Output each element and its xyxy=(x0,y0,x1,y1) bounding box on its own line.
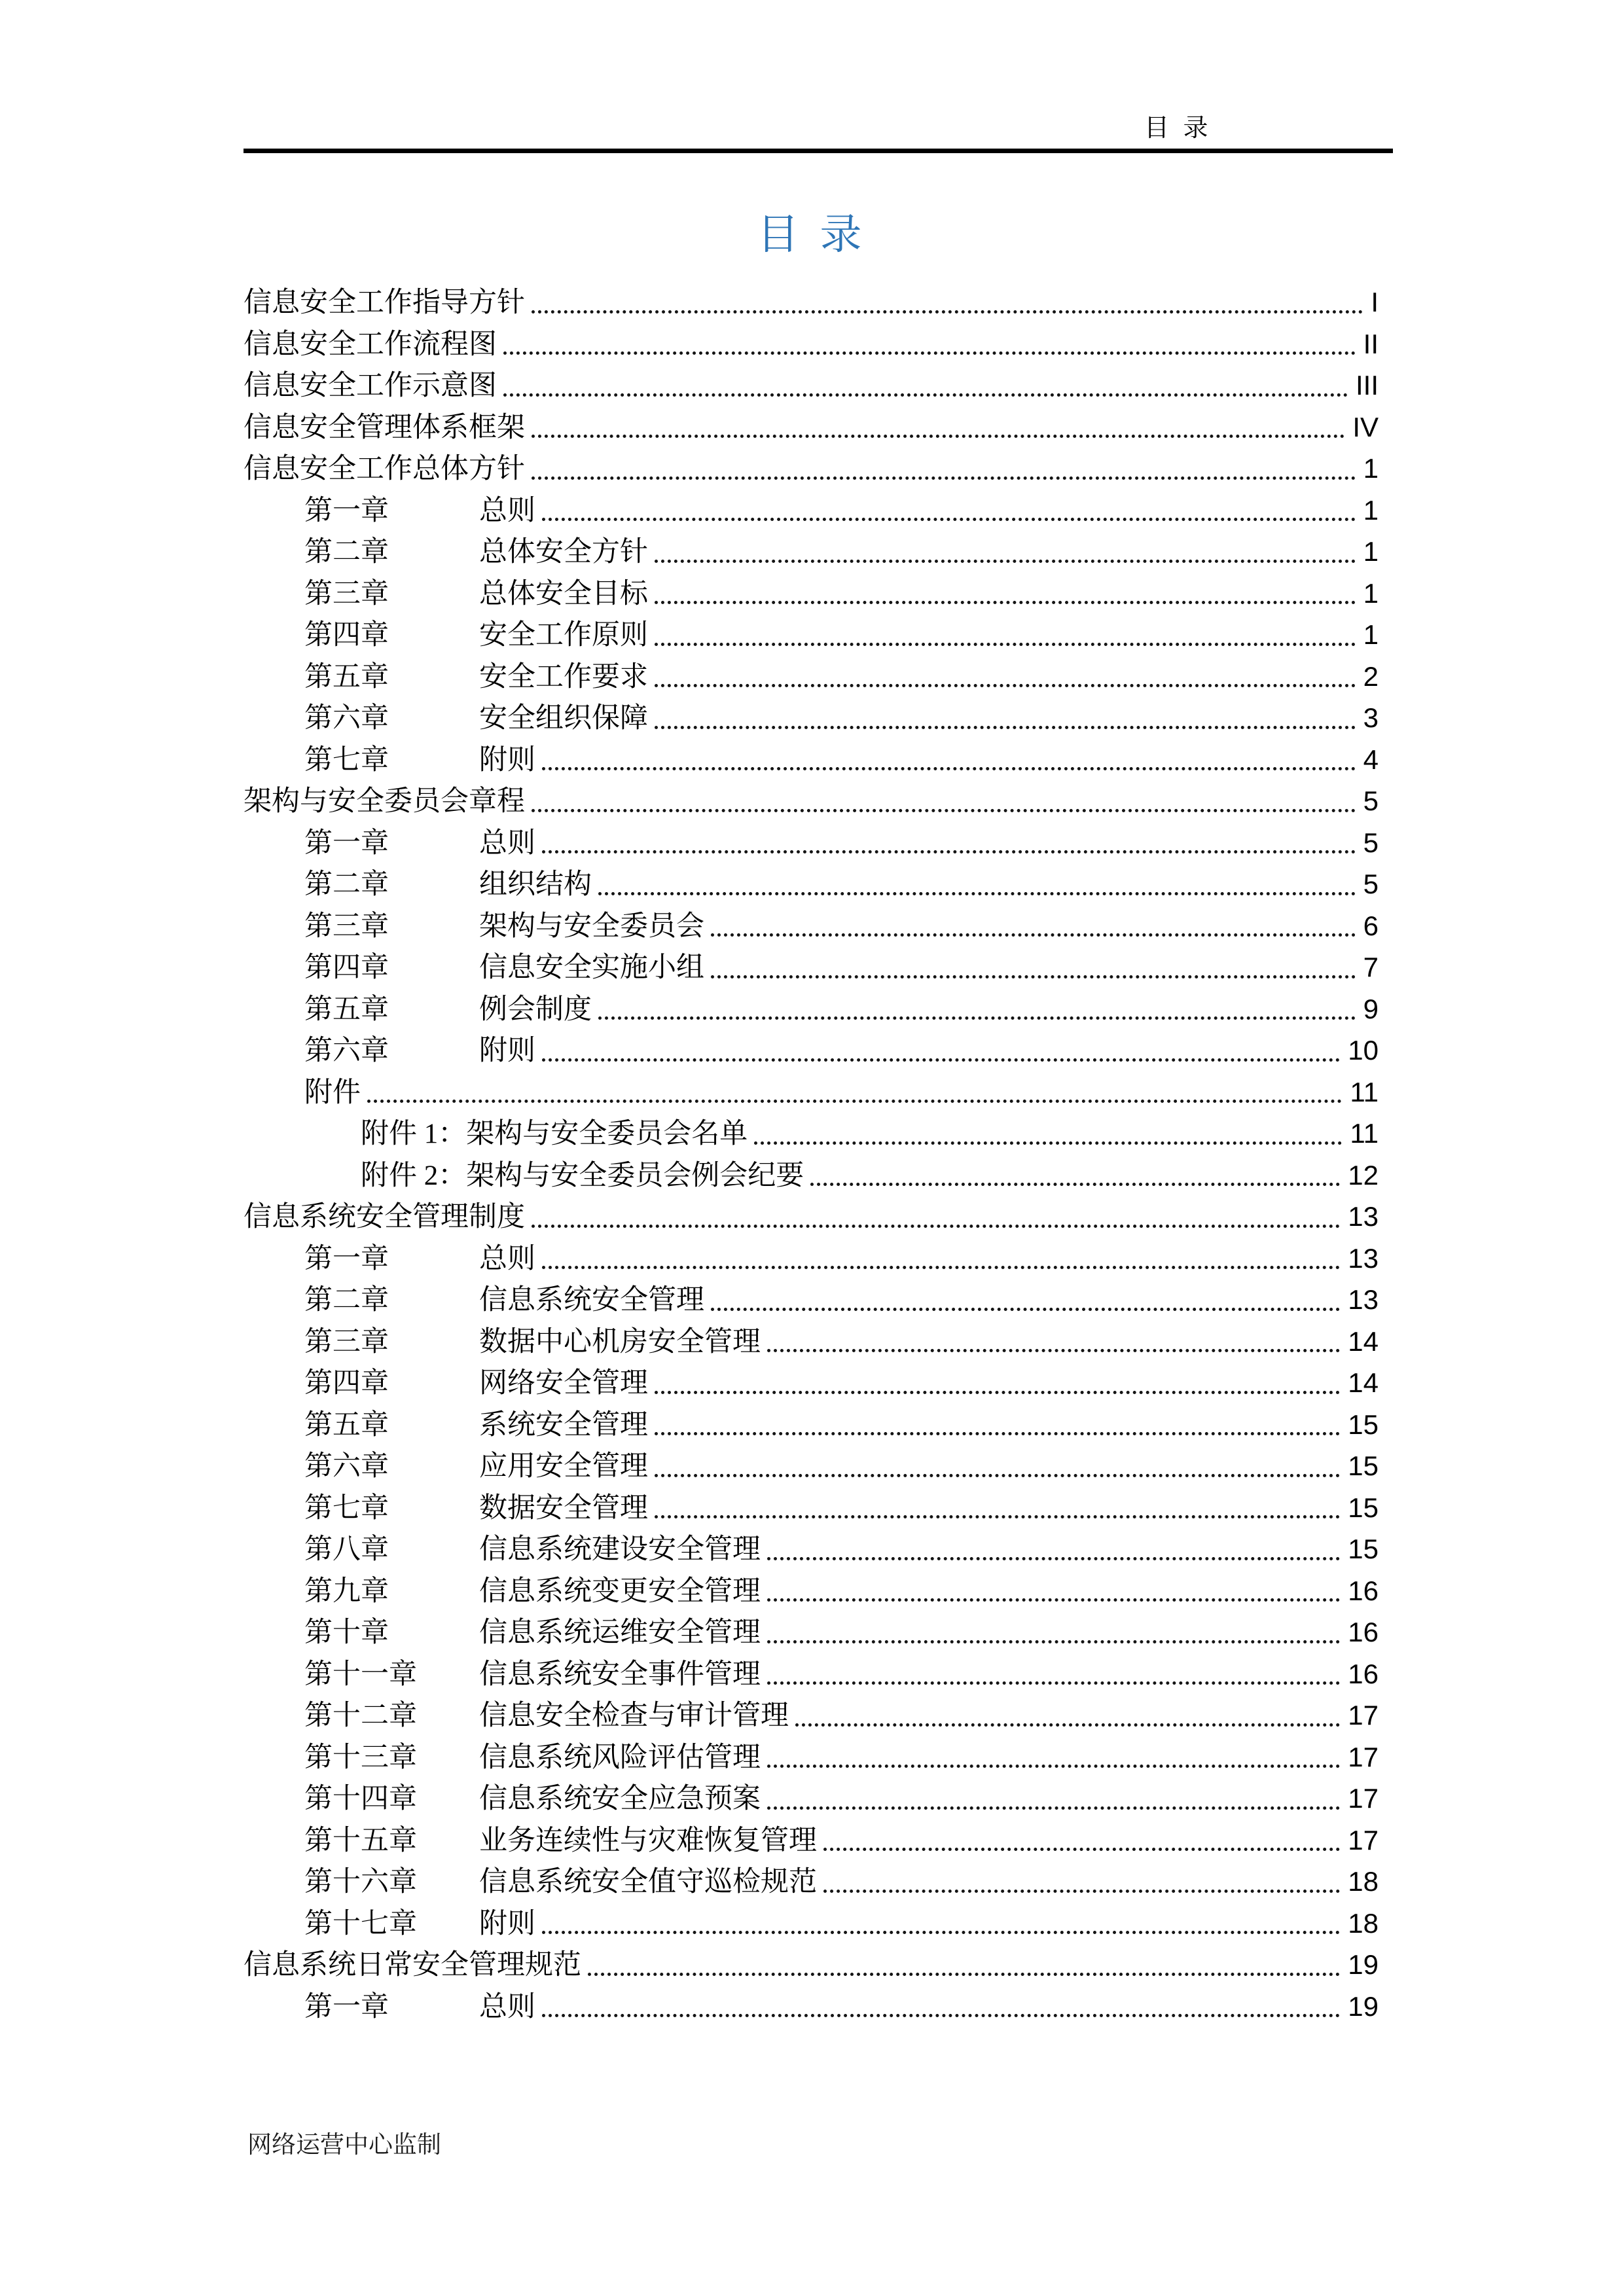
toc-entry-title: 数据中心机房安全管理 xyxy=(479,1326,761,1357)
toc-entry-chapter-label: 第三章 xyxy=(304,910,389,942)
toc-entry-chapter-label: 第八章 xyxy=(304,1534,389,1565)
toc-entry-page-number: 15 xyxy=(1348,1408,1379,1440)
toc-entry[interactable] xyxy=(244,323,1379,365)
toc-entry-chapter-label: 第七章 xyxy=(304,744,389,776)
toc-entry-title: 信息系统安全事件管理 xyxy=(479,1659,761,1690)
toc-entry[interactable] xyxy=(244,1113,1379,1155)
toc-entry[interactable] xyxy=(244,1196,1379,1238)
toc-entry-page-number: 1 xyxy=(1363,619,1379,650)
toc-entry[interactable] xyxy=(244,1611,1379,1653)
toc-entry-title: 附件 xyxy=(304,1077,361,1108)
toc-entry[interactable] xyxy=(244,1944,1379,1986)
dot-leader xyxy=(598,892,1356,895)
dot-leader xyxy=(655,684,1356,687)
dot-leader xyxy=(503,393,1348,397)
dot-leader xyxy=(588,1973,1340,1976)
toc-entry[interactable] xyxy=(244,1778,1379,1820)
toc-entry-title: 数据安全管理 xyxy=(479,1492,648,1524)
toc-entry-chapter-label: 第十七章 xyxy=(304,1908,417,1939)
toc-entry-chapter-label: 第十二章 xyxy=(304,1700,417,1731)
dot-leader xyxy=(542,767,1356,770)
toc-entry[interactable] xyxy=(244,1820,1379,1861)
dot-leader xyxy=(542,1931,1340,1934)
dot-leader xyxy=(655,1474,1340,1477)
toc-entry-title: 信息安全检查与审计管理 xyxy=(479,1700,789,1731)
toc-entry[interactable] xyxy=(244,1321,1379,1363)
toc-entry[interactable] xyxy=(244,406,1379,448)
dot-leader xyxy=(542,2014,1340,2017)
toc-list xyxy=(244,281,1379,2027)
toc-entry-title: 信息安全工作指导方针 xyxy=(244,287,525,318)
toc-entry-page-number: 16 xyxy=(1348,1575,1379,1606)
toc-entry-chapter-label: 第一章 xyxy=(304,495,389,526)
toc-entry-title: 业务连续性与灾难恢复管理 xyxy=(479,1825,817,1856)
toc-entry-page-number: 17 xyxy=(1348,1741,1379,1772)
toc-entry-chapter-label: 第六章 xyxy=(304,1035,389,1066)
toc-entry[interactable] xyxy=(244,531,1379,573)
toc-entry[interactable] xyxy=(244,1653,1379,1695)
toc-entry-title: 信息安全工作总体方针 xyxy=(244,454,525,484)
toc-entry[interactable] xyxy=(244,1695,1379,1736)
page-footer-text: 网络运营中心监制 xyxy=(247,2132,441,2159)
toc-entry-chapter-label: 第五章 xyxy=(304,661,389,692)
toc-entry-page-number: 11 xyxy=(1350,1076,1379,1107)
dot-leader xyxy=(655,1515,1340,1518)
toc-entry-page-number: 5 xyxy=(1363,869,1379,899)
dot-leader xyxy=(767,1681,1340,1685)
toc-entry[interactable] xyxy=(244,1528,1379,1570)
toc-entry-page-number: 11 xyxy=(1350,1118,1379,1149)
document-title: 目 录 xyxy=(757,211,867,258)
toc-entry-chapter-label: 第一章 xyxy=(304,827,389,859)
toc-entry-page-number: 4 xyxy=(1363,744,1379,775)
toc-entry-chapter-label: 第十五章 xyxy=(304,1825,417,1856)
toc-entry-page-number: 14 xyxy=(1348,1367,1379,1398)
toc-entry-page-number: 2 xyxy=(1363,660,1379,692)
toc-entry-chapter-label: 第三章 xyxy=(304,1326,389,1357)
toc-entry-page-number: 14 xyxy=(1348,1325,1379,1357)
toc-entry-chapter-label: 第七章 xyxy=(304,1492,389,1524)
toc-entry-page-number: 7 xyxy=(1363,952,1379,982)
toc-entry-page-number: 17 xyxy=(1348,1783,1379,1814)
toc-entry-page-number: 1 xyxy=(1363,494,1379,526)
toc-entry-title: 信息安全实施小组 xyxy=(479,952,704,983)
toc-entry-page-number: III xyxy=(1355,370,1379,401)
toc-entry-title: 附则 xyxy=(479,1035,535,1066)
toc-entry-page-number: II xyxy=(1363,328,1379,359)
dot-leader xyxy=(810,1183,1340,1186)
dot-leader xyxy=(655,560,1356,563)
toc-entry-title: 网络安全管理 xyxy=(479,1368,648,1399)
toc-entry-chapter-label: 第一章 xyxy=(304,1991,389,2022)
toc-entry-title: 信息系统安全值守巡检规范 xyxy=(479,1867,817,1897)
toc-entry-page-number: 12 xyxy=(1348,1159,1379,1191)
dot-leader xyxy=(655,1432,1340,1435)
toc-entry-page-number: 17 xyxy=(1348,1824,1379,1856)
dot-leader xyxy=(711,975,1356,978)
toc-entry-title: 信息安全工作示意图 xyxy=(244,370,497,401)
toc-entry[interactable] xyxy=(244,1903,1379,1945)
toc-entry-title: 信息安全管理体系框架 xyxy=(244,412,525,443)
toc-entry-chapter-label: 第二章 xyxy=(304,537,389,567)
toc-entry-chapter-label: 第四章 xyxy=(304,620,389,651)
header-rule xyxy=(244,149,1393,153)
toc-entry-page-number: I xyxy=(1371,287,1379,317)
toc-entry-page-number: 16 xyxy=(1348,1617,1379,1647)
toc-entry-title: 信息系统安全管理制度 xyxy=(244,1202,525,1232)
toc-entry-title: 总则 xyxy=(479,1243,535,1274)
toc-entry[interactable] xyxy=(244,573,1379,615)
toc-entry-title: 信息系统运维安全管理 xyxy=(479,1617,761,1648)
toc-entry-title: 例会制度 xyxy=(479,994,592,1025)
toc-entry-chapter-label: 第二章 xyxy=(304,1285,389,1316)
toc-entry-page-number: 13 xyxy=(1348,1201,1379,1232)
toc-entry[interactable] xyxy=(244,697,1379,739)
toc-entry-title: 信息系统建设安全管理 xyxy=(479,1534,761,1565)
toc-entry-chapter-label: 第一章 xyxy=(304,1243,389,1274)
toc-entry-page-number: 19 xyxy=(1348,1990,1379,2022)
dot-leader xyxy=(767,1806,1340,1810)
dot-leader xyxy=(542,1058,1340,1062)
toc-entry[interactable] xyxy=(244,1861,1379,1903)
toc-entry[interactable] xyxy=(244,739,1379,781)
toc-entry[interactable] xyxy=(244,780,1379,822)
dot-leader xyxy=(367,1100,1342,1103)
toc-entry-title: 总则 xyxy=(479,1991,535,2022)
toc-entry-chapter-label: 第五章 xyxy=(304,1409,389,1441)
toc-entry-chapter-label: 第十三章 xyxy=(304,1742,417,1773)
dot-leader xyxy=(655,601,1356,604)
toc-entry-title: 架构与安全委员会 xyxy=(479,910,704,942)
toc-entry-chapter-label: 第九章 xyxy=(304,1575,389,1607)
dot-leader xyxy=(754,1141,1342,1145)
toc-entry[interactable] xyxy=(244,905,1379,947)
toc-entry-title: 信息安全工作流程图 xyxy=(244,329,497,360)
toc-entry-title: 总则 xyxy=(479,495,535,526)
toc-entry[interactable] xyxy=(244,281,1379,323)
running-header-title: 目 录 xyxy=(1144,115,1212,142)
toc-entry-chapter-label: 第二章 xyxy=(304,869,389,900)
toc-entry-chapter-label: 第十一章 xyxy=(304,1659,417,1690)
toc-entry-chapter-label: 第十章 xyxy=(304,1617,389,1648)
toc-entry-title: 组织结构 xyxy=(479,869,592,900)
toc-entry-title: 附则 xyxy=(479,1908,535,1939)
dot-leader xyxy=(503,351,1356,355)
toc-entry-title: 附件 2：架构与安全委员会例会纪要 xyxy=(361,1160,804,1191)
toc-entry-title: 信息系统安全应急预案 xyxy=(479,1784,761,1814)
toc-entry-chapter-label: 第四章 xyxy=(304,1368,389,1399)
dot-leader xyxy=(711,1308,1340,1311)
toc-entry-chapter-label: 第十六章 xyxy=(304,1867,417,1897)
toc-entry-page-number: 13 xyxy=(1348,1242,1379,1274)
toc-entry-page-number: 1 xyxy=(1363,577,1379,609)
dot-leader xyxy=(767,1598,1340,1602)
toc-entry[interactable] xyxy=(244,1238,1379,1280)
toc-entry-page-number: 18 xyxy=(1348,1866,1379,1897)
toc-entry-page-number: 9 xyxy=(1363,993,1379,1024)
toc-entry-title: 附件 1：架构与安全委员会名单 xyxy=(361,1119,748,1149)
toc-entry[interactable] xyxy=(244,1071,1379,1113)
toc-entry-title: 应用安全管理 xyxy=(479,1451,648,1482)
toc-entry[interactable] xyxy=(244,946,1379,988)
toc-entry-title: 系统安全管理 xyxy=(479,1409,648,1441)
toc-entry[interactable] xyxy=(244,822,1379,864)
dot-leader xyxy=(532,476,1356,480)
toc-entry[interactable] xyxy=(244,988,1379,1030)
dot-leader xyxy=(598,1016,1356,1020)
toc-entry[interactable] xyxy=(244,1362,1379,1404)
dot-leader xyxy=(767,1765,1340,1768)
toc-entry-title: 信息系统安全管理 xyxy=(479,1285,704,1316)
dot-leader xyxy=(767,1640,1340,1643)
dot-leader xyxy=(823,1890,1340,1893)
toc-entry-chapter-label: 第六章 xyxy=(304,703,389,734)
toc-entry-page-number: 19 xyxy=(1348,1949,1379,1980)
toc-entry-page-number: 1 xyxy=(1363,536,1379,567)
toc-entry[interactable] xyxy=(244,1487,1379,1529)
toc-entry[interactable] xyxy=(244,614,1379,656)
toc-entry-chapter-label: 第十四章 xyxy=(304,1784,417,1814)
toc-entry[interactable] xyxy=(244,490,1379,531)
toc-entry[interactable] xyxy=(244,656,1379,698)
toc-entry-title: 安全组织保障 xyxy=(479,703,648,734)
dot-leader xyxy=(532,310,1363,314)
dot-leader xyxy=(655,726,1356,729)
dot-leader xyxy=(532,1225,1340,1228)
toc-entry-page-number: 13 xyxy=(1348,1284,1379,1315)
toc-entry-title: 信息系统变更安全管理 xyxy=(479,1575,761,1607)
toc-entry-page-number: 6 xyxy=(1363,910,1379,941)
dot-leader xyxy=(542,850,1356,853)
toc-entry-chapter-label: 第六章 xyxy=(304,1451,389,1482)
toc-entry-page-number: 18 xyxy=(1348,1907,1379,1939)
toc-entry[interactable] xyxy=(244,1030,1379,1071)
dot-leader xyxy=(655,1391,1340,1394)
toc-entry-title: 总体安全方针 xyxy=(479,537,648,567)
toc-entry-page-number: IV xyxy=(1352,411,1379,442)
toc-entry-title: 信息系统日常安全管理规范 xyxy=(244,1950,581,1981)
toc-entry-title: 总体安全目标 xyxy=(479,578,648,609)
dot-leader xyxy=(823,1848,1340,1851)
toc-entry-chapter-label: 第四章 xyxy=(304,952,389,983)
toc-entry-title: 附则 xyxy=(479,744,535,776)
toc-entry-page-number: 10 xyxy=(1348,1035,1379,1066)
toc-entry[interactable] xyxy=(244,365,1379,406)
dot-leader xyxy=(711,933,1356,937)
toc-entry-page-number: 17 xyxy=(1348,1700,1379,1731)
dot-leader xyxy=(655,643,1356,646)
toc-entry-page-number: 16 xyxy=(1348,1658,1379,1689)
dot-leader xyxy=(542,1266,1340,1269)
dot-leader xyxy=(767,1557,1340,1560)
toc-entry[interactable] xyxy=(244,1736,1379,1778)
toc-entry-page-number: 15 xyxy=(1348,1492,1379,1523)
toc-entry-page-number: 1 xyxy=(1363,453,1379,484)
dot-leader xyxy=(532,809,1356,812)
toc-entry[interactable] xyxy=(244,1445,1379,1487)
toc-entry-title: 架构与安全委员会章程 xyxy=(244,786,525,817)
toc-entry-page-number: 15 xyxy=(1348,1534,1379,1564)
toc-entry-chapter-label: 第五章 xyxy=(304,994,389,1025)
toc-entry-page-number: 5 xyxy=(1363,785,1379,816)
toc-entry-title: 安全工作要求 xyxy=(479,661,648,692)
toc-entry-title: 总则 xyxy=(479,827,535,859)
toc-entry-chapter-label: 第三章 xyxy=(304,578,389,609)
dot-leader xyxy=(542,518,1356,521)
toc-entry[interactable] xyxy=(244,863,1379,905)
toc-entry-title: 安全工作原则 xyxy=(479,620,648,651)
toc-entry[interactable] xyxy=(244,1279,1379,1321)
toc-entry[interactable] xyxy=(244,1570,1379,1612)
dot-leader xyxy=(795,1723,1340,1727)
dot-leader xyxy=(532,435,1344,438)
toc-entry-page-number: 3 xyxy=(1363,702,1379,733)
toc-entry-title: 信息系统风险评估管理 xyxy=(479,1742,761,1773)
toc-entry-page-number: 15 xyxy=(1348,1450,1379,1481)
toc-entry[interactable] xyxy=(244,448,1379,490)
toc-entry[interactable] xyxy=(244,1155,1379,1196)
toc-entry[interactable] xyxy=(244,1986,1379,2028)
toc-entry-page-number: 5 xyxy=(1363,827,1379,858)
toc-entry[interactable] xyxy=(244,1404,1379,1446)
dot-leader xyxy=(767,1349,1340,1352)
